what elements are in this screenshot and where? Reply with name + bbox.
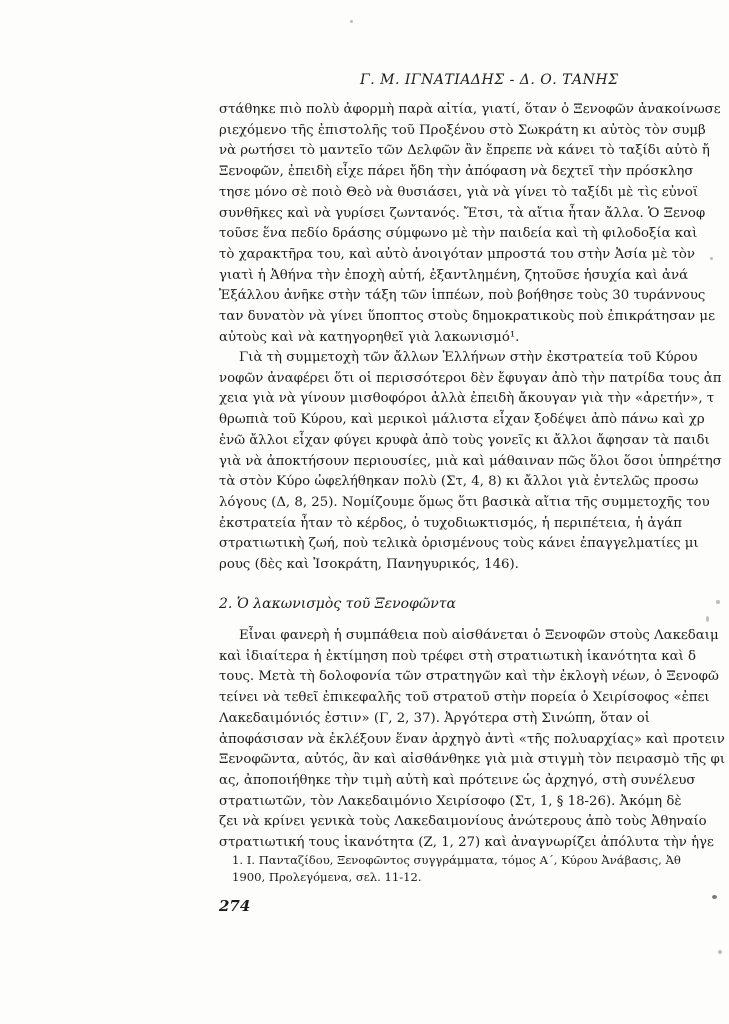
text-line: τείνει νὰ τεθεῖ ἐπικεφαλῆς τοῦ στρατοῦ στὴν πορεία ὁ Χειρίσοφος «ἐπει <box>219 690 710 706</box>
text-line: ας, ἀποποιήθηκε τὴν τιμὴ αὐτὴ καὶ πρότεινε ὡς ἀρχηγό, στὴ συνέλευσ <box>219 772 696 788</box>
text-line: τοῦσε ἕνα πεδίο δράσης σύμφωνο μὲ τὴν παιδεία καὶ τὴ φιλοδοξία καὶ <box>219 226 698 242</box>
text-line: γιατὶ ἡ Ἀθήνα τὴν ἐποχὴ αὐτή, ἐξαντλημένη, ζητοῦσε ἡσυχία καὶ ἀνά <box>219 267 689 283</box>
scan-speck <box>718 950 722 954</box>
text-line: Ἐξάλλου ἀνῆκε στὴν τάξη τῶν ἱππέων, ποὺ βοήθησε τοὺς 30 τυράννους <box>219 288 706 304</box>
text-line: συνθῆκες καὶ νὰ γυρίσει ζωντανός. Ἔτσι, τὰ αἴτια ἦταν ἄλλα. Ὁ Ξενοφ <box>219 205 706 221</box>
footnote-line: 1. Ι. Πανταζίδου, Ξενοφῶντος συγγράμματα, τόμος Α΄, Κύρου Ἀνάβασις, Ἀθ <box>232 853 681 867</box>
text-line: ρους (δὲς καὶ Ἰσοκράτη, Πανηγυρικός, 146). <box>219 557 519 573</box>
page-number: 274 <box>219 897 251 915</box>
text-line: τησε μόνο σὲ ποιὸ Θεὸ νὰ θυσιάσει, γιὰ νὰ γίνει τὸ ταξίδι μὲ τὶς εὐνοϊ <box>219 184 699 200</box>
text-line: Ξενοφῶν, ἐπειδὴ εἶχε πάρει ἤδη τὴν ἀπόφαση νὰ δεχτεῖ τὴν πρόσκλησ <box>219 164 694 180</box>
text-line: νοφῶν ἀναφέρει ὅτι οἱ περισσότεροι δὲν ἔφυγαν ἀπὸ τὴν πατρίδα τους ἀπ <box>219 370 722 386</box>
paragraph-1 <box>219 100 729 348</box>
text-line: τους. Μετὰ τὴ δολοφονία τῶν στρατηγῶν καὶ τὴν ἐκλογὴ νέων, ὁ Ξενοφῶ <box>219 669 719 685</box>
footnote-line: 1900, Προλεγόμενα, σελ. 11-12. <box>232 870 422 884</box>
text-line: ἐκστρατεία ἦταν τὸ κέρδος, ὁ τυχοδιωκτισμός, ἡ περιπέτεια, ἡ ἀγάπ <box>219 515 682 531</box>
text-line: ἐνῶ ἄλλοι εἶχαν φύγει κρυφὰ ἀπὸ τοὺς γονεῖς κι ἄλλοι ἄφησαν τὰ παιδι <box>219 432 710 448</box>
text-line: τὰ στὸν Κύρο ὠφελήθηκαν πολὺ (Στ, 4, 8) κι ἄλλοι γιὰ ἐντελῶς προσω <box>219 474 699 490</box>
footnote <box>232 852 729 886</box>
text-line: Γιὰ τὴ συμμετοχὴ τῶν ἄλλων Ἑλλήνων στὴν ἐκστρατεία τοῦ Κύρου <box>239 350 698 365</box>
text-line: ριεχόμενο τῆς ἐπιστολῆς τοῦ Προξένου στὸ Σωκράτη κι αὐτὸς τὸν συμβ <box>219 122 706 138</box>
text-line: Ξενοφῶντα, αὐτός, ἂν καὶ αἰσθάνθηκε γιὰ μιὰ στιγμὴ τὸν πειρασμὸ τῆς φι <box>219 752 726 768</box>
text-line: στρατιωτική τους ἱκανότητα (Ζ, 1, 27) καὶ ἀναγνωρίζει ἀπόλυτα τὴν ἡγε <box>219 835 714 851</box>
text-line: στρατιωτικὴ ζωή, ποὺ τελικὰ ὁρισμένους τοὺς κάνει ἐπαγγελματίες μι <box>219 536 699 552</box>
scan-speck <box>716 600 720 604</box>
scan-speck <box>712 895 717 899</box>
text-line: θρωπιὰ τοῦ Κύρου, καὶ μερικοὶ μάλιστα εἶχαν ξοδέψει ἀπὸ πάνω καὶ χρ <box>219 412 705 428</box>
text-line: ἀποφάσισαν νὰ ἐκλέξουν ἕναν ἀρχηγὸ ἀντὶ «τῆς πολυαρχίας» καὶ προτειν <box>219 731 725 747</box>
scan-speck <box>350 20 353 23</box>
text-line: γιὰ νὰ ἀποκτήσουν περιουσίες, μιὰ καὶ μάθαιναν πῶς ὅλοι ὅσοι ὑπηρέτησ <box>219 453 722 469</box>
paragraph-2 <box>219 348 729 576</box>
text-line: Εἶναι φανερὴ ἡ συμπάθεια ποὺ αἰσθάνεται ὁ Ξενοφῶν στοὺς Λακεδαιμ <box>239 628 719 643</box>
text-line: ταν δυνατὸν νὰ γίνει ὕποπτος στοὺς δημοκρατικοὺς ποὺ ἐπικράτησαν με <box>219 309 715 325</box>
text-line: στάθηκε πιὸ πολὺ ἀφορμὴ παρὰ αἰτία, γιατί, ὅταν ὁ Ξενοφῶν ἀνακοίνωσε <box>219 102 721 117</box>
running-head: Γ. Μ. ΙΓΝΑΤΙΑΔΗΣ - Δ. Ο. ΤΑΝΗΣ <box>360 72 619 88</box>
scan-speck <box>710 257 713 260</box>
scan-speck <box>706 616 709 622</box>
section-heading: 2. Ὁ λακωνισμὸς τοῦ Ξενοφῶντα <box>219 596 456 612</box>
text-line: καὶ ἰδιαίτερα ἡ ἐκτίμηση ποὺ τρέφει στὴ στρατιωτικὴ ἱκανότητα καὶ δ <box>219 648 697 664</box>
text-line: αὐτοὺς καὶ νὰ κατηγορηθεῖ γιὰ λακωνισμό¹. <box>219 329 520 345</box>
text-line: στρατιωτῶν, τὸν Λακεδαιμόνιο Χειρίσοφο (Στ, 1, § 18-26). Ἀκόμη δὲ <box>219 793 682 809</box>
paragraph-3 <box>219 626 729 854</box>
text-line: λόγους (Δ, 8, 25). Νομίζουμε ὅμως ὅτι βασικὰ αἴτια τῆς συμμετοχῆς του <box>219 494 710 510</box>
text-line: νὰ ρωτήσει τὸ μαντεῖο τῶν Δελφῶν ἂν ἔπρεπε νὰ κάνει τὸ ταξίδι αὐτὸ ἤ <box>219 143 710 159</box>
text-line: χεια γιὰ νὰ γίνουν μισθοφόροι ἀλλὰ ἐπειδὴ ἄκουγαν γιὰ τὴν «ἀρετήν», τ <box>219 391 715 407</box>
text-line: Λακεδαιμόνιός ἐστιν» (Γ, 2, 37). Ἀργότερα στὴ Σινώπη, ὅταν οἱ <box>219 710 651 726</box>
text-line: τὸ χαρακτῆρα του, καὶ αὐτὸ ἀνοιγόταν μπροστά του στὴν Ἀσία μὲ τὸν <box>219 246 696 262</box>
text-line: ζει νὰ κρίνει γενικὰ τοὺς Λακεδαιμονίους ἀνώτερους ἀπὸ τοὺς Ἀθηναίο <box>219 814 707 830</box>
